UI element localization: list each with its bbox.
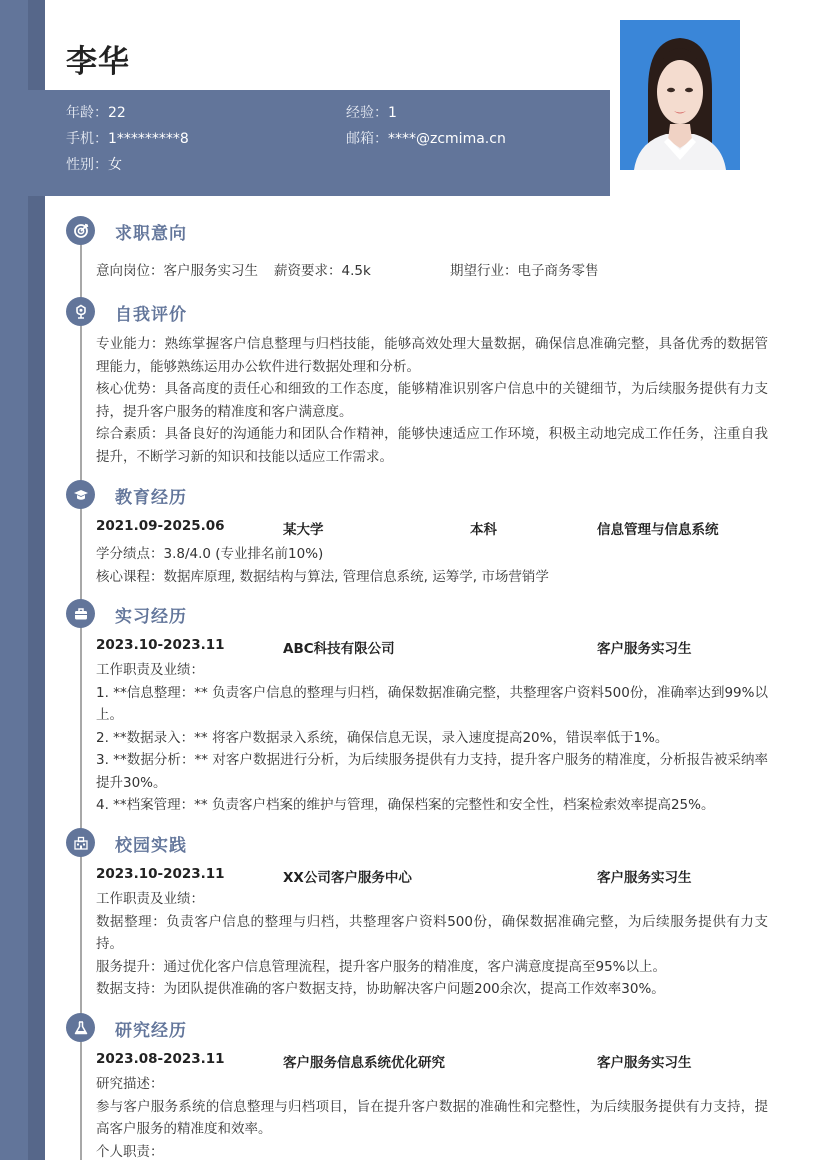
research-duty-label: 个人职责： <box>96 1141 768 1163</box>
internship-item-2: 2. **数据录入：** 将客户数据录入系统，确保信息无误，录入速度提高20%，错误率低于1%。 <box>96 727 768 750</box>
research-details <box>96 1073 768 1163</box>
self-eval-paragraphs <box>96 333 768 468</box>
internship-details <box>96 659 768 817</box>
education-school: 某大学 <box>283 518 324 538</box>
self-eval-strengths: 核心优势：具备高度的责任心和细致的工作态度，能够精准识别客户信息中的关键细节，为后续服务提供有力支持，提升客户服务的精准度和客户满意度。 <box>96 378 768 423</box>
target-icon <box>66 216 95 245</box>
internship-item-4: 4. **档案管理：** 负责客户档案的维护与管理，确保档案的完整性和安全性，档案检索效率提高25%。 <box>96 794 768 817</box>
education-courses: 核心课程：数据库原理, 数据结构与算法, 管理信息系统, 运筹学, 市场营销学 <box>96 565 549 585</box>
intention-industry: 期望行业：电子商务零售 <box>450 259 599 279</box>
internship-company: ABC科技有限公司 <box>283 637 395 657</box>
research-role: 客户服务实习生 <box>597 1051 692 1071</box>
award-icon <box>66 297 95 326</box>
section-title-education: 教育经历 <box>115 483 187 508</box>
education-degree: 本科 <box>470 518 497 538</box>
age-value: 22 <box>108 105 126 121</box>
section-title-research: 研究经历 <box>115 1016 187 1041</box>
candidate-name: 李华 <box>66 36 130 81</box>
portrait-illustration <box>620 20 740 170</box>
building-icon <box>66 828 95 857</box>
campus-item-3: 数据支持：为团队提供准确的客户数据支持，协助解决客户问题200余次，提高工作效率30%。 <box>96 978 768 1001</box>
education-period: 2021.09-2025.06 <box>96 518 225 534</box>
gender-label: 性别： <box>66 157 108 173</box>
internship-period: 2023.10-2023.11 <box>96 637 225 653</box>
left-inner-strip-bottom <box>28 196 45 1160</box>
campus-role: 客户服务实习生 <box>597 866 692 886</box>
research-period: 2023.08-2023.11 <box>96 1051 225 1067</box>
left-inner-strip-top <box>28 0 45 90</box>
info-phone <box>66 128 189 148</box>
campus-org: XX公司客户服务中心 <box>283 866 412 886</box>
experience-label: 经验： <box>346 105 388 121</box>
age-label: 年龄： <box>66 105 108 121</box>
research-project: 客户服务信息系统优化研究 <box>283 1051 445 1071</box>
basic-info-band <box>0 90 610 196</box>
campus-period: 2023.10-2023.11 <box>96 866 225 882</box>
research-desc: 参与客户服务系统的信息整理与归档项目，旨在提升客户数据的准确性和完整性，为后续服务提供有力支持，提高客户服务的精准度和效率。 <box>96 1096 768 1141</box>
campus-details <box>96 888 768 1001</box>
education-major: 信息管理与信息系统 <box>597 518 719 538</box>
phone-label: 手机： <box>66 131 108 147</box>
section-title-internship: 实习经历 <box>115 602 187 627</box>
self-eval-qualities: 综合素质：具备良好的沟通能力和团队合作精神，能够快速适应工作环境，积极主动地完成工作任务，注重自我提升，不断学习新的知识和技能以适应工作需求。 <box>96 423 768 468</box>
profile-photo <box>620 20 740 170</box>
experience-value: 1 <box>388 105 397 121</box>
graduation-cap-icon <box>66 480 95 509</box>
campus-subtitle: 工作职责及业绩： <box>96 888 768 911</box>
section-title-campus: 校园实践 <box>115 831 187 856</box>
flask-icon <box>66 1013 95 1042</box>
research-desc-label: 研究描述： <box>96 1073 768 1096</box>
email-label: 邮箱： <box>346 131 388 147</box>
briefcase-icon <box>66 599 95 628</box>
campus-item-2: 服务提升：通过优化客户信息管理流程，提升客户服务的精准度，客户满意度提高至95%以上。 <box>96 956 768 979</box>
education-gpa: 学分绩点：3.8/4.0 (专业排名前10%) <box>96 542 323 562</box>
internship-item-3: 3. **数据分析：** 对客户数据进行分析，为后续服务提供有力支持，提升客户服务的精准度，分析报告被采纳率提升30%。 <box>96 749 768 794</box>
internship-role: 客户服务实习生 <box>597 637 692 657</box>
info-email <box>346 128 506 148</box>
email-value: ****@zcmima.cn <box>388 131 506 147</box>
internship-subtitle: 工作职责及业绩： <box>96 659 768 682</box>
section-title-self-eval: 自我评价 <box>115 300 187 325</box>
info-gender <box>66 154 122 174</box>
intention-position: 意向岗位：客户服务实习生 <box>96 259 258 279</box>
info-age <box>66 102 126 122</box>
internship-item-1: 1. **信息整理：** 负责客户信息的整理与归档，确保数据准确完整，共整理客户资料500份，准确率达到99%以上。 <box>96 682 768 727</box>
intention-salary: 薪资要求：4.5k <box>274 259 371 279</box>
section-title-intention: 求职意向 <box>115 219 187 244</box>
gender-value: 女 <box>108 157 122 173</box>
campus-item-1: 数据整理：负责客户信息的整理与归档，共整理客户资料500份，确保数据准确完整，为后续服务提供有力支持。 <box>96 911 768 956</box>
info-experience <box>346 102 397 122</box>
self-eval-professional: 专业能力：熟练掌握客户信息整理与归档技能，能够高效处理大量数据，确保信息准确完整，具备优秀的数据管理能力，能够熟练运用办公软件进行数据处理和分析。 <box>96 333 768 378</box>
phone-value: 1*********8 <box>108 131 189 147</box>
